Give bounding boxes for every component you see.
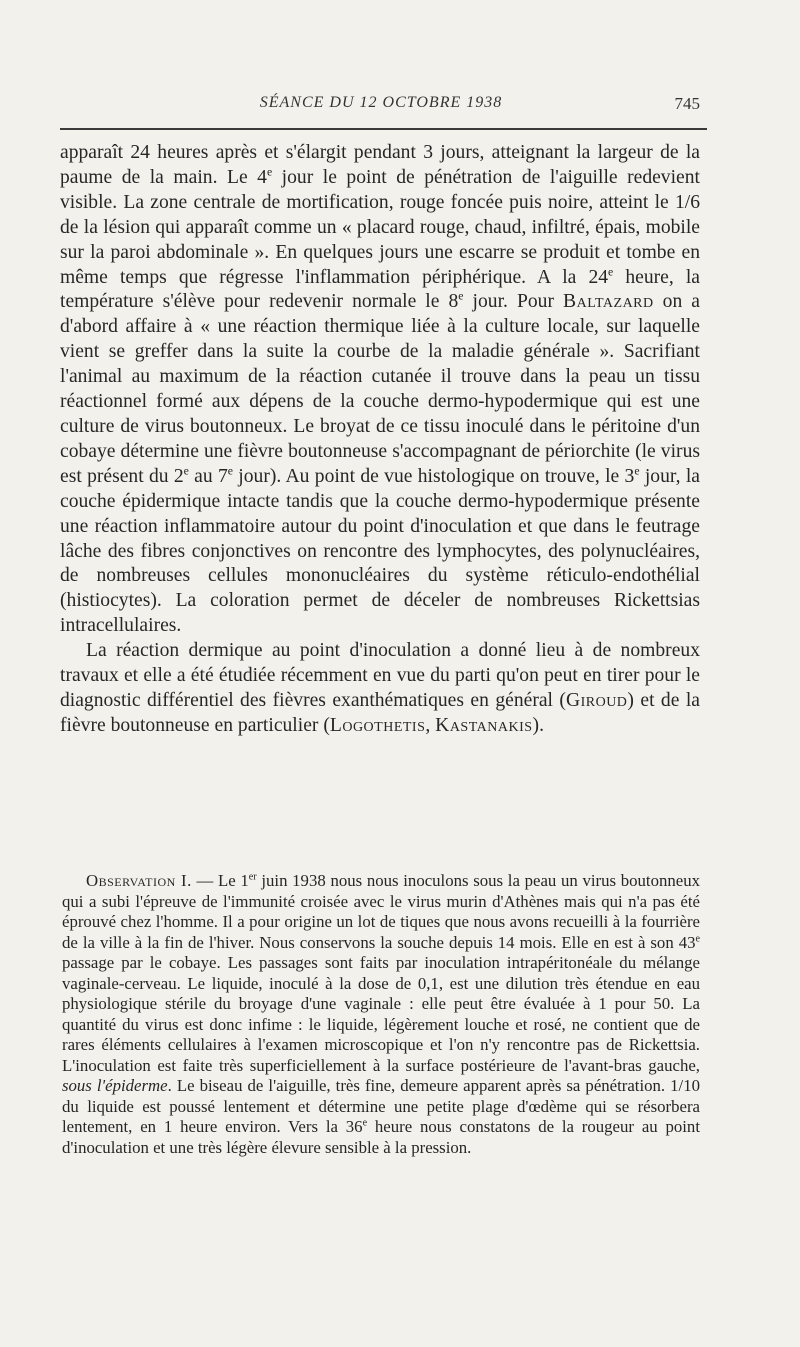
text-run: heure nous constatons de la rougeur au point d'inoculation et une très légère élevure sensible à la pression. <box>62 1117 700 1157</box>
text-run: passage par le cobaye. Les passages sont faits par inoculation intrapéritonéale du mélange vaginale-cerveau. Le liquide, inoculé à la dose de 0,1, est une dilution très étendue en eau physiologique stérile du broyage d'une vaginale : elle peut être évaluée à 1 pour 50. La quantité du virus est donc infime : le liquide, légèrement louche et rosé, ne contient que de rares éléments cellulaires à l'examen microscopique et l'on n'y rencontre pas de Rickettsia. L'inoculation est faite très superficiellement à la surface postérieure de l'avant-bras gauche, <box>62 953 700 1075</box>
main-text <box>60 141 700 739</box>
text-run: ). <box>532 714 544 736</box>
observation-paragraph <box>62 871 700 1158</box>
header-rule <box>60 128 707 130</box>
text-run: heure, la température s'élève pour redevenir normale le 8 <box>60 266 700 313</box>
text-run: au 7 <box>188 465 228 487</box>
author-name-baltazard: Baltazard <box>563 291 654 313</box>
superscript: er <box>248 871 257 883</box>
text-run: jour. Pour <box>463 291 564 313</box>
observation-section <box>62 871 700 1158</box>
paragraph-1 <box>60 141 700 639</box>
superscript: e <box>227 464 233 478</box>
text-run: , <box>425 714 436 736</box>
author-name-giroud: Giroud <box>565 689 628 711</box>
superscript: e <box>608 265 614 278</box>
author-name-kastanakis: Kastanakis <box>435 714 533 736</box>
author-name-logothetis: Logothetis <box>329 714 426 736</box>
text-run: jour le point de pénétration de l'aiguille redevient visible. La zone centrale de mortification, rouge foncée puis noire, atteint le 1/6 de la lésion qui apparaît comme un « placard rouge, chaud, infiltré, épais, mobile sur la paroi abdominale ». En quelques jours une escarre se produit et tombe en même temps que régresse l'inflammation périphérique. A la 24 <box>60 166 700 288</box>
text-run: jour). Au point de vue histologique on trouve, le 3 <box>233 465 635 487</box>
paragraph-2 <box>60 639 700 739</box>
text-run: . Le biseau de l'aiguille, très fine, demeure apparent après sa pénétration. 1/10 du liquide est poussé lentement et détermine une petite plage d'œdème qui se résorbera lentement, en 1 heure environ. Vers la 36 <box>62 1076 700 1136</box>
superscript: e <box>695 932 700 944</box>
text-run: ) et de la fièvre boutonneuse en particulier ( <box>60 689 700 736</box>
superscript: e <box>458 289 464 303</box>
italic-phrase: sous l'épiderme <box>62 1076 168 1095</box>
superscript: e <box>183 464 189 478</box>
superscript: e <box>362 1117 368 1129</box>
superscript: e <box>266 165 273 179</box>
page-number: 745 <box>674 94 700 113</box>
text-run: on a d'abord affaire à « une réaction thermique liée à la culture locale, sur laquelle vient se greffer dans la suite la courbe de la maladie générale ». Sacrifiant l'animal au maximum de la réaction cutanée il trouve dans la peau un tissu réactionnel formé aux dépens de la couche dermo-hypodermique qui est une culture de virus boutonneux. Le broyat de ce tissu inoculé dans le péritoine d'un cobaye détermine une fièvre boutonneuse s'accompagnant de périorchite (le virus est présent du 2 <box>60 291 701 487</box>
observation-label: Observation I. <box>86 871 192 890</box>
text-run: — Le 1 <box>191 871 249 890</box>
superscript: e <box>634 464 640 478</box>
text-run: jour, la couche épidermique intacte tandis que la couche dermo-hypodermique présente une réaction inflammatoire autour du point d'inoculation et que dans le feutrage lâche des fibres conjonctives on rencontre des lymphocytes, des polynucléaires, de nombreuses cellules mononucléaires du système réticulo-endothélial (histiocytes). La coloration permet de déceler de nombreuses Rickettsias intracellulaires. <box>60 465 700 637</box>
text-run: La réaction dermique au point d'inoculation a donné lieu à de nombreux travaux et elle a été étudiée récemment en vue du parti qu'on peut en tirer pour le diagnostic différentiel des fièvres exanthématiques en général ( <box>60 640 700 711</box>
page-header <box>62 94 700 118</box>
running-head: SÉANCE DU 12 OCTOBRE 1938 <box>259 94 503 111</box>
text-run: apparaît 24 heures après et s'élargit pendant 3 jours, atteignant la largeur de la paume de la main. Le 4 <box>60 142 700 188</box>
text-run: juin 1938 nous nous inoculons sous la peau un virus boutonneux qui a subi l'épreuve de l'immunité croisée avec le virus murin d'Athènes mais qui n'a pas été éprouvé chez l'homme. Il a pour origine un lot de tiques que nous avons recueilli à la fourrière de la ville à la fin de l'hiver. Nous conservons la souche depuis 14 mois. Elle en est à son 43 <box>62 871 700 952</box>
